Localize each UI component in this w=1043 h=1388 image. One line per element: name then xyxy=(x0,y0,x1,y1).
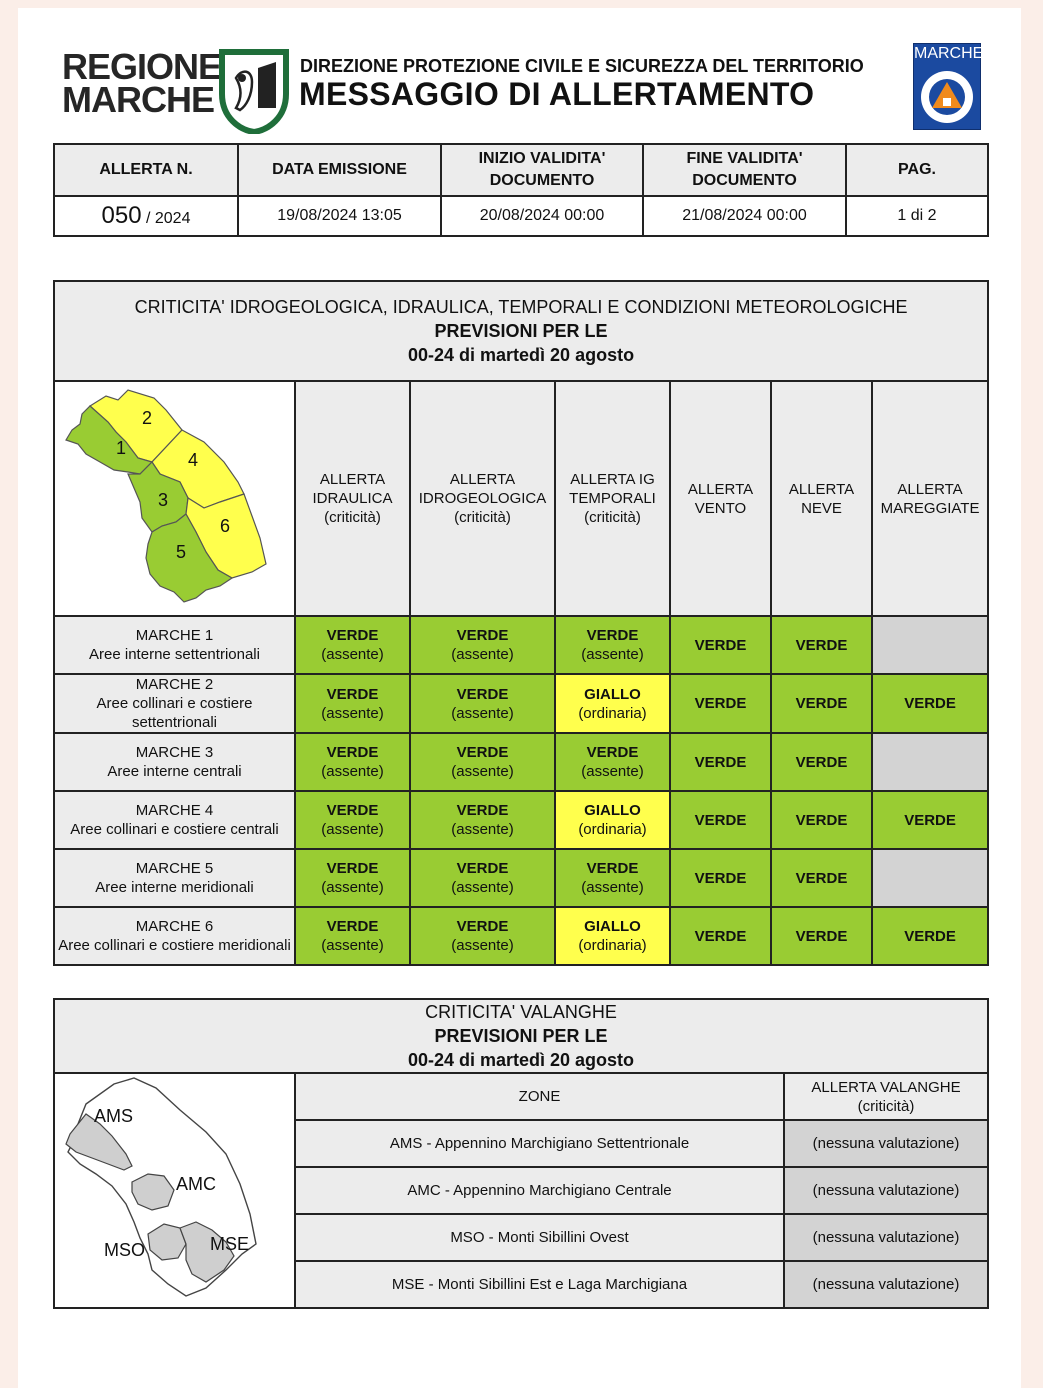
alert-cell-idrogeologica: VERDE (assente) xyxy=(410,733,555,791)
avalanche-zones-map-cell xyxy=(54,1073,295,1308)
alert-info-table xyxy=(53,143,989,237)
map-label-mso: MSO xyxy=(104,1240,146,1260)
header-alert-number: ALLERTA N. xyxy=(54,144,238,196)
table-row xyxy=(54,674,988,733)
table-row xyxy=(54,907,988,965)
col-header-zone: ZONE xyxy=(295,1073,784,1120)
table-row xyxy=(54,733,988,791)
validity-end: 21/08/2024 00:00 xyxy=(643,196,846,236)
section1-subtitle: PREVISIONI PER LE xyxy=(434,321,608,341)
alert-cell-idrogeologica: VERDE (assente) xyxy=(410,674,555,733)
alert-cell-temporali: VERDE (assente) xyxy=(555,616,670,674)
map-label-4: 4 xyxy=(188,450,199,470)
map-label-2: 2 xyxy=(142,408,153,428)
alert-cell-idrogeologica: VERDE (assente) xyxy=(410,849,555,907)
alert-cell-idrogeologica: VERDE (assente) xyxy=(410,616,555,674)
alert-cell-idraulica: VERDE (assente) xyxy=(295,791,410,849)
map-label-5: 5 xyxy=(176,542,187,562)
section2-header xyxy=(54,999,988,1073)
validity-start: 20/08/2024 00:00 xyxy=(441,196,643,236)
avalanche-zone-cell: MSE - Monti Sibillini Est e Laga Marchigiana xyxy=(295,1261,784,1308)
alert-cell-neve: VERDE xyxy=(771,733,872,791)
page-number: 1 di 2 xyxy=(846,196,988,236)
emission-date: 19/08/2024 13:05 xyxy=(238,196,441,236)
alert-cell-temporali: VERDE (assente) xyxy=(555,733,670,791)
alert-cell-neve: VERDE xyxy=(771,674,872,733)
section1-title: CRITICITA' IDROGEOLOGICA, IDRAULICA, TEMPORALI E CONDIZIONI METEOROLOGICHE xyxy=(134,297,908,317)
alert-cell-idraulica: VERDE (assente) xyxy=(295,616,410,674)
logo-line-2: MARCHE xyxy=(62,79,214,120)
protezione-civile-logo xyxy=(913,43,984,130)
document-page xyxy=(18,8,1021,1388)
zone-name-cell: MARCHE 6 Aree collinari e costiere meridionali xyxy=(54,907,295,965)
map-label-3: 3 xyxy=(158,490,169,510)
alert-cell-idraulica: VERDE (assente) xyxy=(295,907,410,965)
map-label-ams: AMS xyxy=(94,1106,134,1126)
table-row xyxy=(54,616,988,674)
alert-cell-mareggiate: VERDE xyxy=(872,791,988,849)
avalanche-zone-cell: AMS - Appennino Marchigiano Settentrionale xyxy=(295,1120,784,1167)
alert-cell-neve: VERDE xyxy=(771,616,872,674)
avalanche-eval-cell: (nessuna valutazione) xyxy=(784,1261,988,1308)
section2-title: CRITICITA' VALANGHE xyxy=(425,1002,617,1022)
alert-cell-neve: VERDE xyxy=(771,849,872,907)
table-row xyxy=(54,791,988,849)
alert-cell-temporali: GIALLO (ordinaria) xyxy=(555,674,670,733)
alert-cell-idrogeologica: VERDE (assente) xyxy=(410,907,555,965)
zone-name-cell: MARCHE 5 Aree interne meridionali xyxy=(54,849,295,907)
alert-cell-idraulica: VERDE (assente) xyxy=(295,733,410,791)
avalanche-eval-cell: (nessuna valutazione) xyxy=(784,1120,988,1167)
alert-cell-vento: VERDE xyxy=(670,733,771,791)
header-emission-date: DATA EMISSIONE xyxy=(238,144,441,196)
avalanche-eval-cell: (nessuna valutazione) xyxy=(784,1167,988,1214)
alert-cell-mareggiate: VERDE xyxy=(872,674,988,733)
table-row xyxy=(54,849,988,907)
alert-cell-idraulica: VERDE (assente) xyxy=(295,849,410,907)
col-header-vento: ALLERTA VENTO xyxy=(670,381,771,616)
alert-cell-mareggiate xyxy=(872,849,988,907)
col-header-mareggiate: ALLERTA MAREGGIATE xyxy=(872,381,988,616)
avalanche-eval-cell: (nessuna valutazione) xyxy=(784,1214,988,1261)
zone-name-cell: MARCHE 3 Aree interne centrali xyxy=(54,733,295,791)
col-header-idraulica: ALLERTA IDRAULICA (criticità) xyxy=(295,381,410,616)
col-header-temporali: ALLERTA IG TEMPORALI (criticità) xyxy=(555,381,670,616)
alert-cell-mareggiate: VERDE xyxy=(872,907,988,965)
zone-name-cell: MARCHE 2 Aree collinari e costiere settentrionali xyxy=(54,674,295,733)
avalanche-table xyxy=(53,998,989,1309)
civil-protection-icon xyxy=(914,44,984,129)
alert-number: 050 / 2024 xyxy=(54,196,238,236)
col-header-avalanche: ALLERTA VALANGHE (criticità) xyxy=(784,1073,988,1120)
avalanche-zone-cell: MSO - Monti Sibillini Ovest xyxy=(295,1214,784,1261)
document-title: MESSAGGIO DI ALLERTAMENTO xyxy=(299,76,815,112)
pc-logo-word: MARCHE xyxy=(914,45,984,62)
map-label-mse: MSE xyxy=(210,1234,250,1254)
alert-cell-temporali: VERDE (assente) xyxy=(555,849,670,907)
alert-cell-idraulica: VERDE (assente) xyxy=(295,674,410,733)
alert-cell-mareggiate xyxy=(872,616,988,674)
alert-cell-vento: VERDE xyxy=(670,849,771,907)
criticality-table xyxy=(53,280,989,966)
section1-period: 00-24 di martedì 20 agosto xyxy=(407,345,635,365)
alert-cell-temporali: GIALLO (ordinaria) xyxy=(555,907,670,965)
regione-emblem-icon xyxy=(218,48,290,134)
alert-cell-vento: VERDE xyxy=(670,616,771,674)
alert-cell-vento: VERDE xyxy=(670,791,771,849)
col-header-neve: ALLERTA NEVE xyxy=(771,381,872,616)
header-page: PAG. xyxy=(846,144,988,196)
alert-cell-neve: VERDE xyxy=(771,907,872,965)
alert-cell-vento: VERDE xyxy=(670,907,771,965)
col-header-idrogeologica: ALLERTA IDROGEOLOGICA (criticità) xyxy=(410,381,555,616)
section2-period: 00-24 di martedì 20 agosto xyxy=(407,1050,635,1070)
header-validity-start: INIZIO VALIDITA' DOCUMENTO xyxy=(441,144,643,196)
map-label-1: 1 xyxy=(116,438,127,458)
map-label-6: 6 xyxy=(220,516,231,536)
header-validity-end: FINE VALIDITA' DOCUMENTO xyxy=(643,144,846,196)
alert-cell-mareggiate xyxy=(872,733,988,791)
zone-name-cell: MARCHE 4 Aree collinari e costiere centrali xyxy=(54,791,295,849)
avalanche-zone-cell: AMC - Appennino Marchigiano Centrale xyxy=(295,1167,784,1214)
regione-marche-logo xyxy=(62,46,222,120)
logo-line-1: REGIONE xyxy=(62,46,222,87)
section2-subtitle: PREVISIONI PER LE xyxy=(434,1026,608,1046)
zone-name-cell: MARCHE 1 Aree interne settentrionali xyxy=(54,616,295,674)
alert-cell-temporali: GIALLO (ordinaria) xyxy=(555,791,670,849)
section1-header xyxy=(54,281,988,381)
alert-cell-vento: VERDE xyxy=(670,674,771,733)
marche-zones-map xyxy=(56,382,293,610)
department-name: DIREZIONE PROTEZIONE CIVILE E SICUREZZA DEL TERRITORIO xyxy=(300,56,864,76)
alert-cell-neve: VERDE xyxy=(771,791,872,849)
zones-map xyxy=(54,381,295,616)
map-label-amc: AMC xyxy=(176,1174,216,1194)
alert-cell-idrogeologica: VERDE (assente) xyxy=(410,791,555,849)
avalanche-zones-map xyxy=(56,1074,293,1302)
